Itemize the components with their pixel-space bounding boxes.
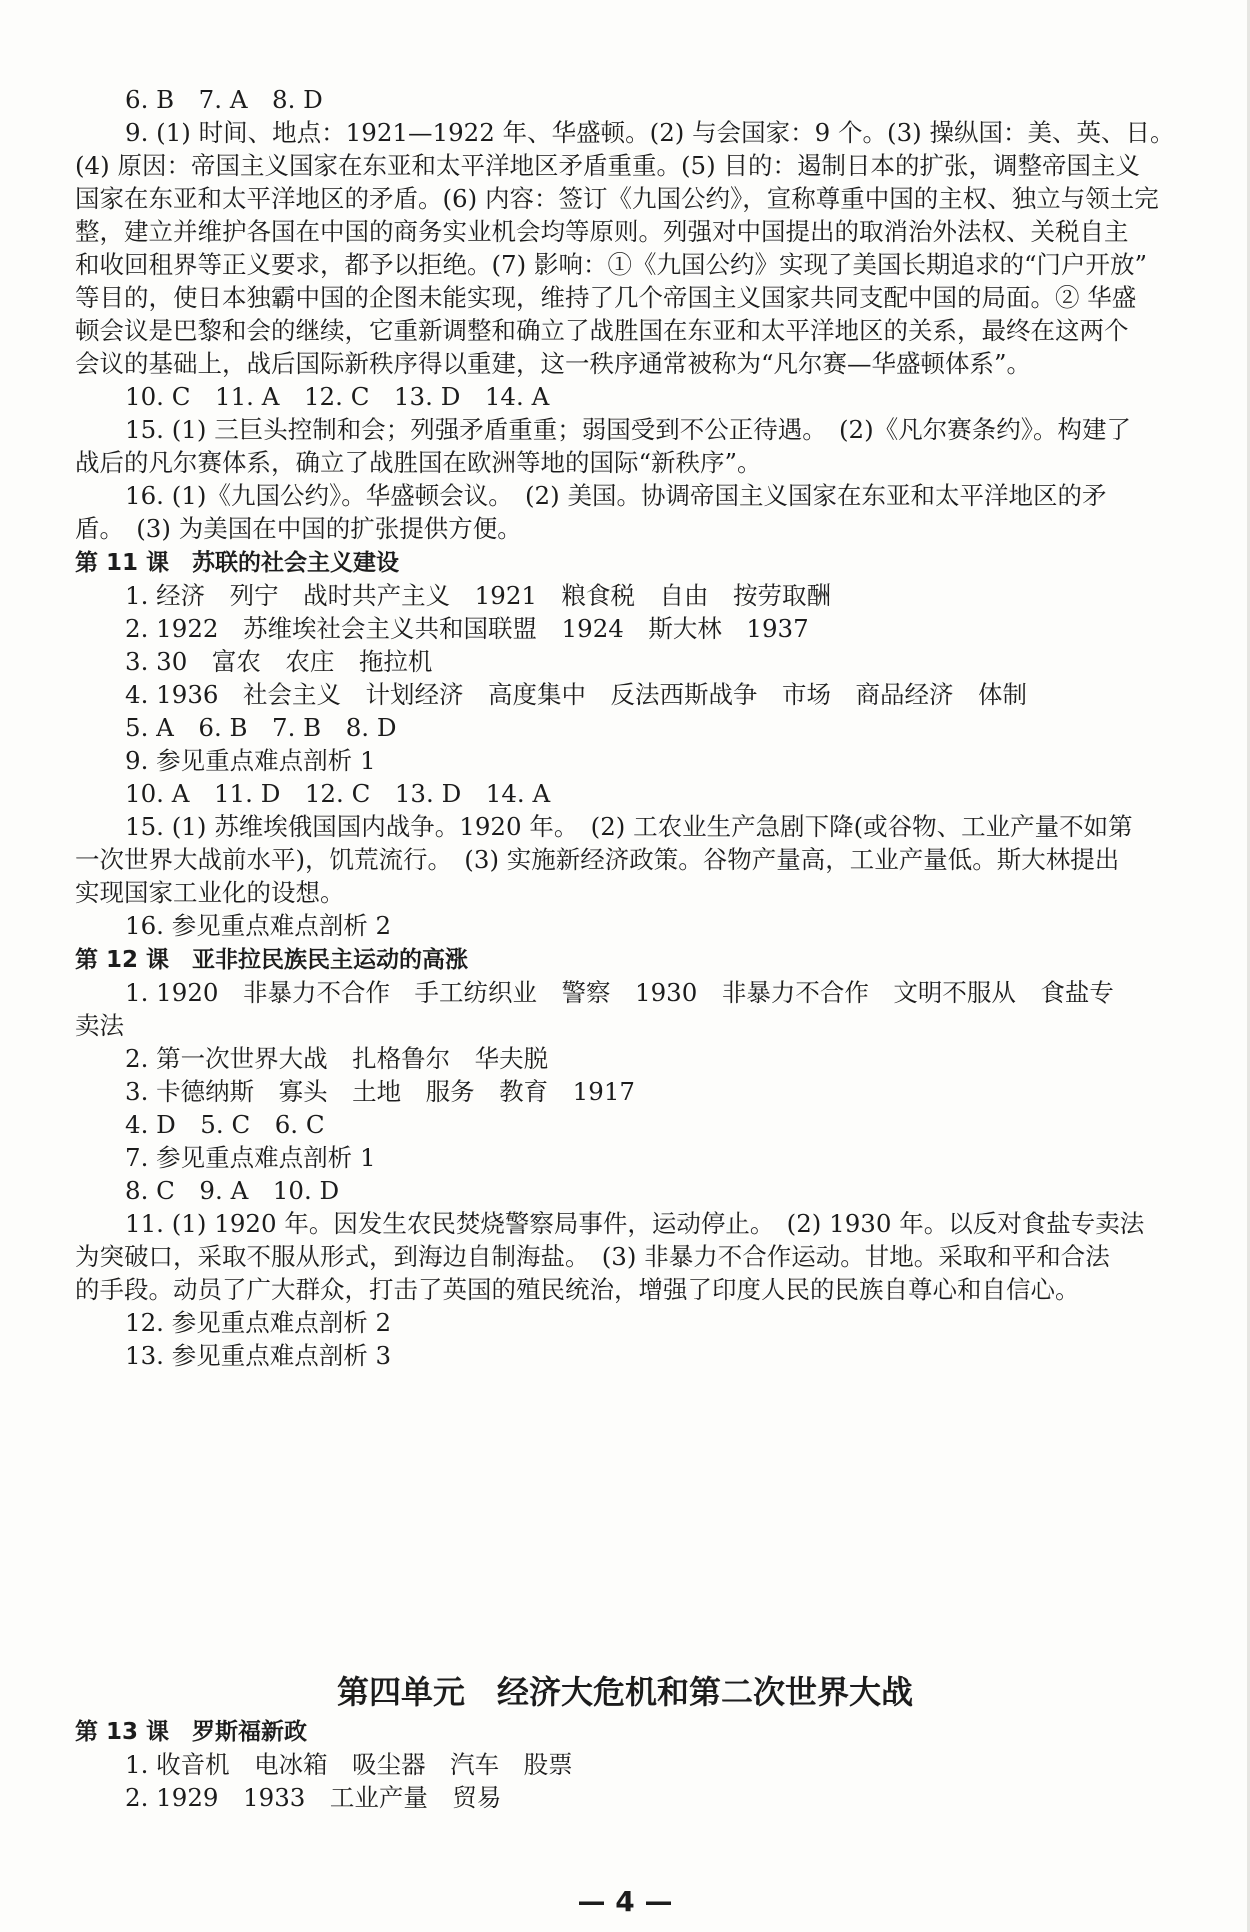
answer-line: 15. (1) 三巨头控制和会；列强矛盾重重；弱国受到不公正待遇。 (2)《凡尔赛条约》。构建了 (125, 415, 1131, 444)
answer-line: 8. C 9. A 10. D (125, 1176, 340, 1205)
answer-line: 2. 第一次世界大战 扎格鲁尔 华夫脱 (125, 1044, 549, 1073)
answer-line: 1. 1920 非暴力不合作 手工纺织业 警察 1930 非暴力不合作 文明不服从 食盐专 (125, 978, 1114, 1007)
answer-line: 12. 参见重点难点剖析 2 (125, 1308, 392, 1337)
unit-title: 第四单元 经济大危机和第二次世界大战 (336, 1673, 913, 1711)
answer-line: 卖法 (75, 1011, 124, 1040)
answer-line: 为突破口，采取不服从形式，到海边自制海盐。 (3) 非暴力不合作运动。甘地。采取和平和合法 (75, 1242, 1110, 1271)
answer-line: 4. 1936 社会主义 计划经济 高度集中 反法西斯战争 市场 商品经济 体制 (125, 680, 1028, 709)
answer-line: 16. (1)《九国公约》。华盛顿会议。 (2) 美国。协调帝国主义国家在东亚和太平洋地区的矛 (125, 481, 1107, 510)
answer-line: 国家在东亚和太平洋地区的矛盾。(6) 内容：签订《九国公约》，宣称尊重中国的主权、独立与领土完 (75, 184, 1159, 213)
answer-line: 3. 卡德纳斯 寡头 土地 服务 教育 1917 (125, 1077, 636, 1106)
page-number: — 4 — (577, 1885, 673, 1918)
answer-line: 7. 参见重点难点剖析 1 (125, 1143, 376, 1172)
answer-line: 顿会议是巴黎和会的继续，它重新调整和确立了战胜国在东亚和太平洋地区的关系，最终在这两个 (75, 316, 1129, 345)
lesson-heading: 第 13 课 罗斯福新政 (75, 1719, 308, 1745)
answer-line: 15. (1) 苏维埃俄国国内战争。1920 年。 (2) 工农业生产急剧下降(或谷物、工业产量不如第 (125, 812, 1133, 841)
answer-line: 5. A 6. B 7. B 8. D (125, 713, 397, 742)
answer-line: 13. 参见重点难点剖析 3 (125, 1341, 392, 1370)
answer-line: 9. (1) 时间、地点：1921—1922 年、华盛顿。(2) 与会国家：9 个。(3) 操纵国：美、英、日。 (125, 118, 1175, 147)
answer-line: 1. 经济 列宁 战时共产主义 1921 粮食税 自由 按劳取酬 (125, 581, 832, 610)
answer-line: 实现国家工业化的设想。 (75, 878, 345, 907)
answer-line: 3. 30 富农 农庄 拖拉机 (125, 647, 433, 676)
answer-line: 10. A 11. D 12. C 13. D 14. A (125, 779, 551, 808)
answer-line: 6. B 7. A 8. D (125, 85, 323, 114)
answer-line: 11. (1) 1920 年。因发生农民焚烧警察局事件，运动停止。 (2) 1930 年。以反对食盐专卖法 (125, 1209, 1145, 1238)
answer-line: 1. 收音机 电冰箱 吸尘器 汽车 股票 (125, 1750, 573, 1779)
answer-line: 9. 参见重点难点剖析 1 (125, 746, 376, 775)
answer-line: 4. D 5. C 6. C (125, 1110, 325, 1139)
answer-line: (4) 原因：帝国主义国家在东亚和太平洋地区矛盾重重。(5) 目的：遏制日本的扩张，调整帝国主义 (75, 151, 1140, 180)
answer-line: 10. C 11. A 12. C 13. D 14. A (125, 382, 550, 411)
lesson-heading: 第 12 课 亚非拉民族民主运动的高涨 (75, 947, 469, 973)
answer-line: 2. 1929 1933 工业产量 贸易 (125, 1783, 502, 1812)
lesson-heading: 第 11 课 苏联的社会主义建设 (75, 550, 400, 576)
answer-line: 会议的基础上，战后国际新秩序得以重建，这一秩序通常被称为“凡尔赛—华盛顿体系”。 (75, 349, 1032, 378)
answer-line: 的手段。动员了广大群众，打击了英国的殖民统治，增强了印度人民的民族自尊心和自信心。 (75, 1275, 1080, 1304)
answer-line: 战后的凡尔赛体系，确立了战胜国在欧洲等地的国际“新秩序”。 (75, 448, 762, 477)
answer-line: 等目的，使日本独霸中国的企图未能实现，维持了几个帝国主义国家共同支配中国的局面。② 华盛 (75, 283, 1137, 312)
answer-line: 一次世界大战前水平)，饥荒流行。 (3) 实施新经济政策。谷物产量高，工业产量低。斯大林提出 (75, 845, 1120, 874)
answer-line: 整，建立并维护各国在中国的商务实业机会均等原则。列强对中国提出的取消治外法权、关税自主 (75, 217, 1129, 246)
answer-line: 16. 参见重点难点剖析 2 (125, 911, 392, 940)
answer-line: 盾。 (3) 为美国在中国的扩张提供方便。 (75, 514, 522, 543)
answer-line: 2. 1922 苏维埃社会主义共和国联盟 1924 斯大林 1937 (125, 614, 809, 643)
answer-line: 和收回租界等正义要求，都予以拒绝。(7) 影响：①《九国公约》实现了美国长期追求的“门户开放” (75, 250, 1148, 279)
